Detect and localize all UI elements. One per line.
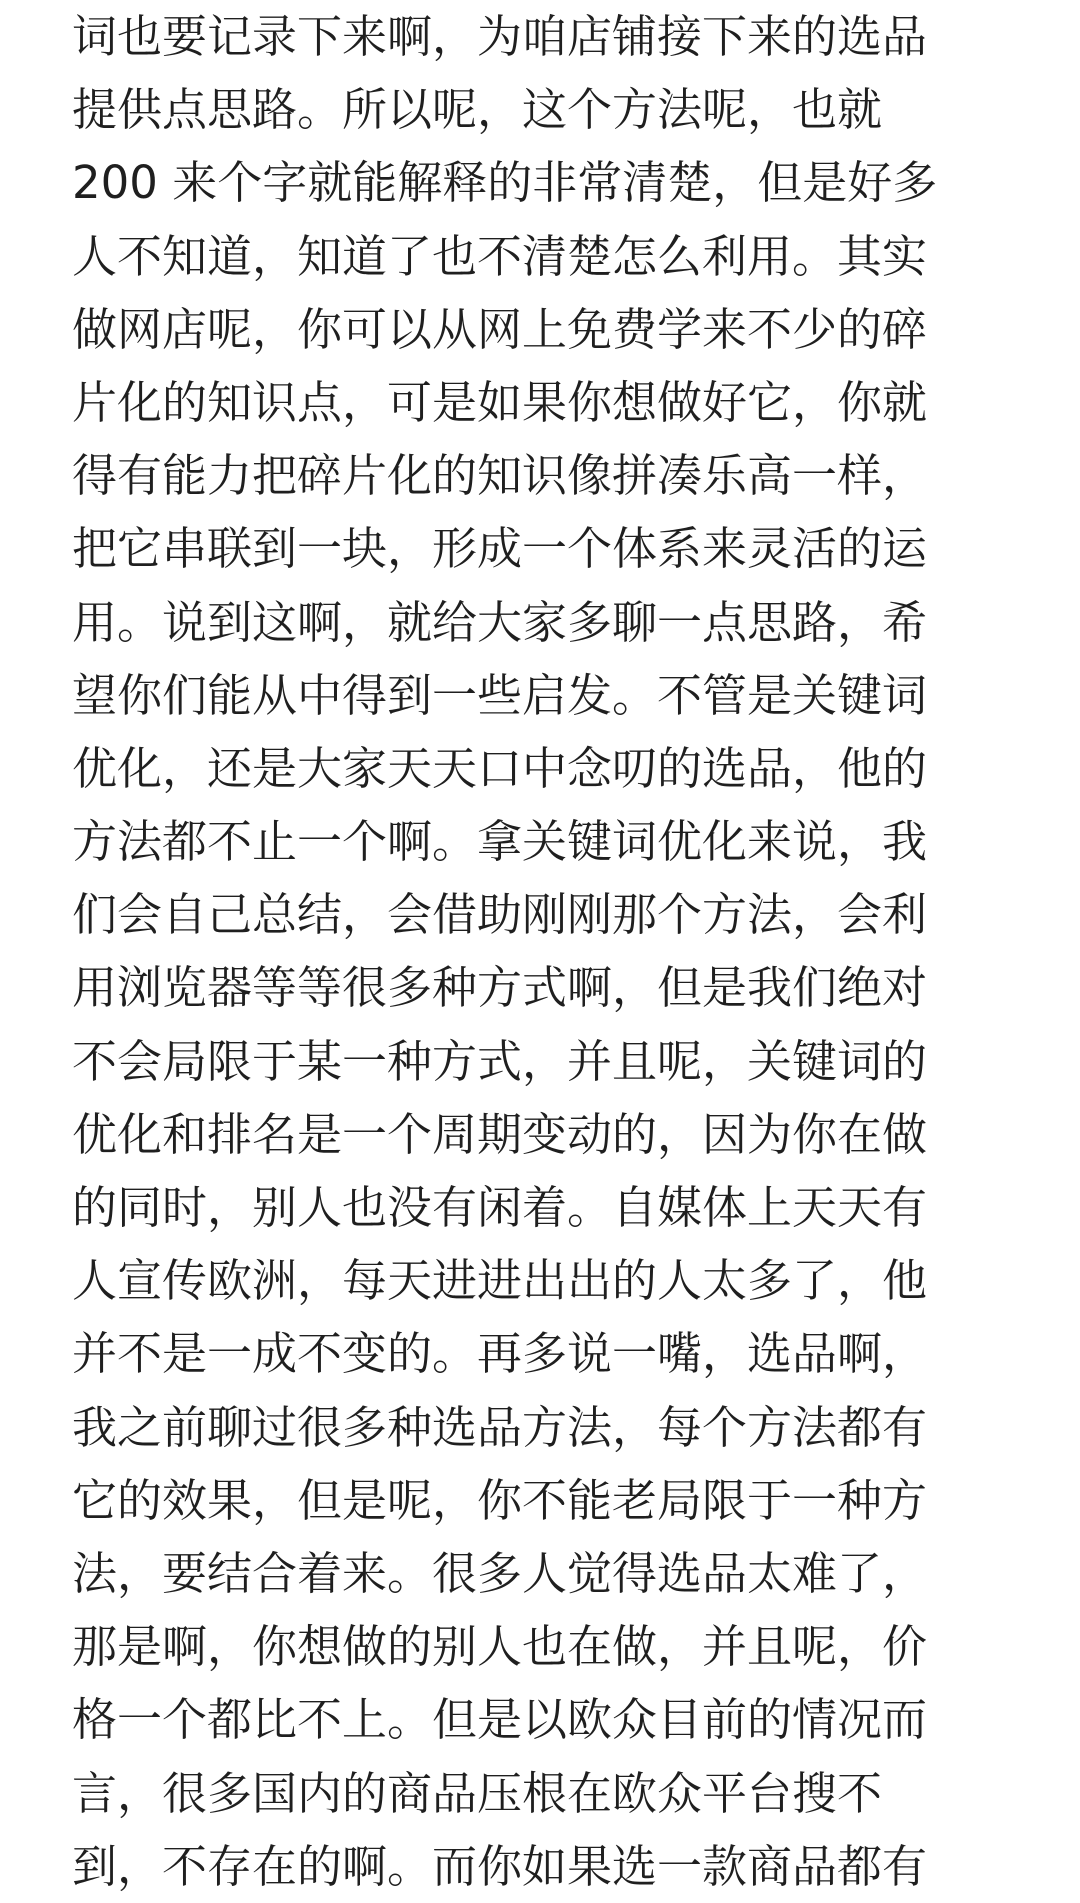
text-line: 提供点思路。所以呢，这个方法呢，也就 xyxy=(72,83,883,137)
text-line: 把它串联到一块，形成一个体系来灵活的运 xyxy=(72,522,928,576)
text-line: 不会局限于某一种方式，并且呢，关键词的 xyxy=(72,1034,928,1088)
text-line: 望你们能从中得到一些启发。不管是关键词 xyxy=(72,668,928,722)
text-line: 做网店呢，你可以从网上免费学来不少的碎 xyxy=(72,302,928,356)
text-line: 人宣传欧洲，每天进进出出的人太多了，他 xyxy=(72,1254,928,1308)
text-line: 人不知道，知道了也不清楚怎么利用。其实 xyxy=(72,229,928,283)
text-line: 优化，还是大家天天口中念叨的选品，他的 xyxy=(72,741,928,795)
text-line: 得有能力把碎片化的知识像拼凑乐高一样， xyxy=(72,449,928,503)
article-text xyxy=(72,0,1012,1903)
text-line: 我之前聊过很多种选品方法，每个方法都有 xyxy=(72,1400,928,1454)
text-line: 方法都不止一个啊。拿关键词优化来说，我 xyxy=(72,815,928,869)
text-line: 它的效果，但是呢，你不能老局限于一种方 xyxy=(72,1473,928,1527)
text-line: 法，要结合着来。很多人觉得选品太难了， xyxy=(72,1546,928,1600)
text-line: 200 来个字就能解释的非常清楚，但是好多 xyxy=(72,156,938,210)
text-line: 的同时，别人也没有闲着。自媒体上天天有 xyxy=(72,1181,928,1234)
text-line: 词也要记录下来啊，为咱店铺接下来的选品 xyxy=(72,10,928,63)
text-line: 片化的知识点，可是如果你想做好它，你就 xyxy=(72,375,928,429)
text-line: 那是啊，你想做的别人也在做，并且呢，价 xyxy=(72,1620,928,1674)
text-line: 们会自己总结，会借助刚刚那个方法，会利 xyxy=(72,888,928,942)
text-line: 优化和排名是一个周期变动的，因为你在做 xyxy=(72,1107,928,1161)
text-line: 到，不存在的啊。而你如果选一款商品都有 xyxy=(72,1839,928,1893)
text-line: 言，很多国内的商品压根在欧众平台搜不 xyxy=(72,1766,883,1820)
text-line: 用。说到这啊，就给大家多聊一点思路，希 xyxy=(72,595,928,649)
text-line: 用浏览器等等很多种方式啊，但是我们绝对 xyxy=(72,961,928,1015)
text-line: 并不是一成不变的。再多说一嘴，选品啊， xyxy=(72,1327,928,1381)
text-line: 格一个都比不上。但是以欧众目前的情况而 xyxy=(72,1693,928,1747)
